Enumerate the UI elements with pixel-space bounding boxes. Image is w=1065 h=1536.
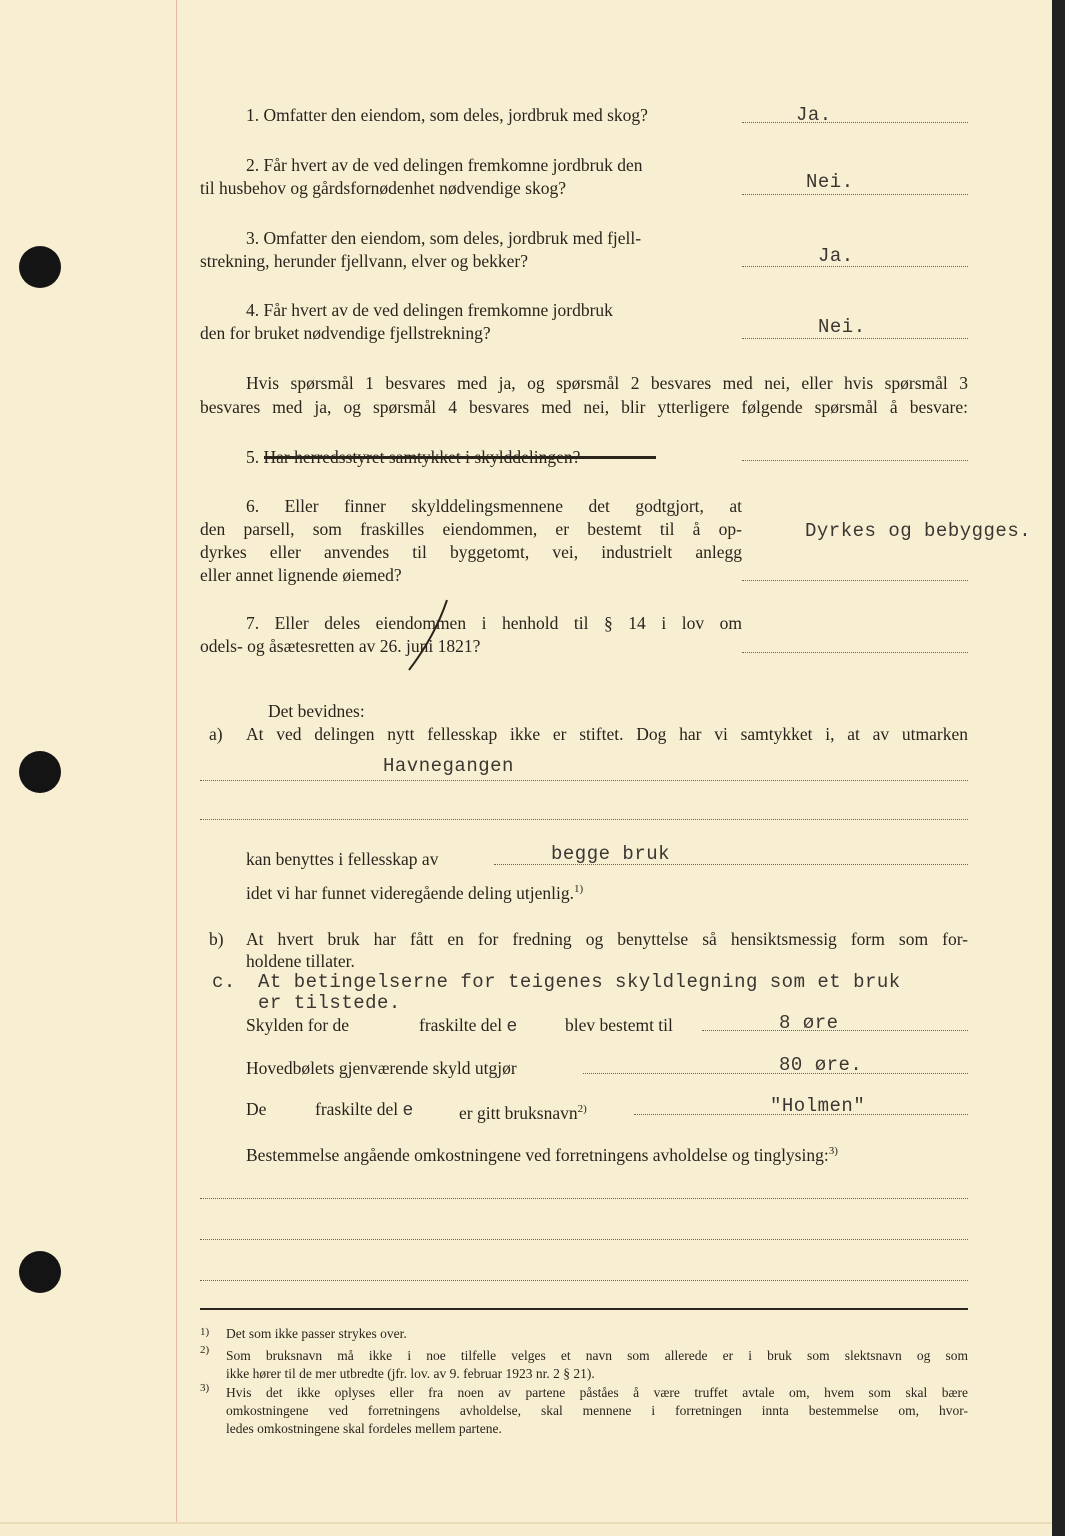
name-value: "Holmen" — [770, 1095, 866, 1117]
name-label-a: De — [246, 1099, 267, 1119]
answer-line — [742, 652, 968, 653]
question-3-line-1: 3. Omfatter den eiendom, som deles, jordbruk med fjell- — [246, 228, 642, 248]
answer-line — [742, 266, 968, 267]
footnote-2-line-1: Som bruksnavn må ikke i noe tilfelle velges et navn som allerede er i bruk som slektsnavn og som — [226, 1348, 968, 1363]
certify-heading: Det bevidnes: — [268, 701, 365, 721]
question-3-line-2: strekning, herunder fjellvann, elver og bekker? — [200, 251, 528, 271]
answer-3: Ja. — [818, 245, 854, 267]
answer-line — [742, 338, 968, 339]
answer-line — [200, 780, 968, 781]
footnote-1: Det som ikke passer strykes over. — [226, 1326, 407, 1341]
shared-label: kan benyttes i fellesskap av — [246, 849, 439, 869]
strikeout-stroke — [395, 596, 465, 676]
footnote-separator — [200, 1308, 968, 1310]
answer-line — [583, 1073, 968, 1074]
answer-line — [742, 194, 968, 195]
certify-b-line-2: holdene tillater. — [246, 951, 355, 971]
question-2-line-1: 2. Får hvert av de ved delingen fremkomne jordbruk den — [246, 155, 643, 175]
punch-hole — [19, 1251, 61, 1293]
main-skyld-value: 80 øre. — [779, 1054, 863, 1076]
name-label-c: er gitt bruksnavn$^{2)}$ — [459, 1102, 587, 1123]
answer-line — [200, 1239, 968, 1240]
answer-line — [742, 580, 968, 581]
answer-line — [742, 460, 968, 461]
punch-hole — [19, 246, 61, 288]
answer-line — [200, 1280, 968, 1281]
shared-answer: begge bruk — [551, 843, 671, 865]
skylden-label-b: fraskilte del e — [419, 1015, 518, 1037]
question-1: 1. Omfatter den eiendom, som deles, jordbruk med skog? — [246, 105, 648, 125]
certify-b-label: b) — [209, 929, 224, 949]
certify-a-answer: Havnegangen — [383, 755, 514, 777]
question-6-line-4: eller annet lignende øiemed? — [200, 565, 402, 585]
main-skyld-label: Hovedbølets gjenværende skyld utgjør — [246, 1058, 517, 1078]
footnote-3-line-1: Hvis det ikke oplyses eller fra noen av partene påståes å være truffet avtale om, hvem som skal bære — [226, 1385, 968, 1400]
answer-1: Ja. — [796, 104, 832, 126]
question-2-line-2: til husbehov og gårdsfornødenhet nødvendige skog? — [200, 178, 566, 198]
certify-c-label: c. — [212, 971, 236, 993]
conditional-line-1: Hvis spørsmål 1 besvares med ja, og spørsmål 2 besvares med nei, eller hvis spørsmål 3 — [246, 373, 968, 393]
certify-a-text: At ved delingen nytt fellesskap ikke er stiftet. Dog har vi samtykket i, at av utmarken — [246, 724, 968, 744]
answer-4: Nei. — [818, 316, 866, 338]
question-6-line-1: 6. Eller finner skylddelingsmennene det godtgjort, at — [246, 496, 742, 516]
question-4-line-1: 4. Får hvert av de ved delingen fremkomne jordbruk — [246, 300, 613, 320]
question-6-line-3: dyrkes eller anvendes til byggetomt, vei, industrielt anlegg — [200, 542, 742, 562]
skylden-label-c: blev bestemt til — [565, 1015, 673, 1035]
answer-line — [200, 1198, 968, 1199]
question-6-line-2: den parsell, som fraskilles eiendommen, er bestemt til å op- — [200, 519, 742, 539]
answer-6: Dyrkes og bebygges. — [805, 520, 1032, 542]
question-7-line-1: 7. Eller deles eiendommen i henhold til § 14 i lov om — [246, 613, 742, 633]
footnote-2-mark: 2) — [200, 1344, 210, 1356]
certify-a-label: a) — [209, 724, 223, 744]
answer-line — [200, 819, 968, 820]
margin-rule — [176, 0, 177, 1522]
skylden-value: 8 øre — [779, 1012, 839, 1034]
footnote-2-line-2: ikke hører til de mer utbredte (jfr. lov. av 9. februar 1923 nr. 2 § 21). — [226, 1366, 595, 1381]
skylden-label-a: Skylden for de — [246, 1015, 350, 1035]
footnote-1-mark: 1) — [200, 1326, 210, 1338]
footnote-3-line-2: omkostningene ved forretningens avholdelse, skal mennene i forretningen innta bestemmelse om, hvor- — [226, 1403, 968, 1418]
answer-2: Nei. — [806, 171, 854, 193]
strikeout-mark — [264, 456, 656, 459]
footnote-3-line-3: ledes omkostningene skal fordeles mellem partene. — [226, 1421, 502, 1436]
name-label-b: fraskilte del e — [315, 1099, 414, 1121]
certify-c-line-2: er tilstede. — [258, 992, 401, 1014]
punch-hole — [19, 751, 61, 793]
certify-b-line-1: At hvert bruk har fått en for fredning og benyttelse så hensiktsmessig form som for- — [246, 929, 968, 949]
answer-line — [742, 122, 968, 123]
certify-c-line-1: At betingelserne for teigenes skyldlegning som et bruk — [258, 971, 901, 993]
scan-edge — [1052, 0, 1065, 1536]
question-4-line-2: den for bruket nødvendige fjellstrekning? — [200, 323, 491, 343]
question-5: 5. Har herredsstyret samtykket i skylddelingen? — [246, 447, 581, 467]
question-7-line-2: odels- og åsætesretten av 26. juni 1821? — [200, 636, 481, 656]
footnote-3-mark: 3) — [200, 1382, 210, 1394]
conditional-line-2: besvares med ja, og spørsmål 4 besvares med nei, blir ytterligere følgende spørsmål å besvare: — [200, 397, 968, 417]
costs-text: Bestemmelse angående omkostningene ved forretningens avholdelse og tinglysing:$^{3)}$ — [246, 1144, 838, 1165]
unequal-text: idet vi har funnet videregående deling utjenlig.$^{1)}$ — [246, 882, 584, 903]
